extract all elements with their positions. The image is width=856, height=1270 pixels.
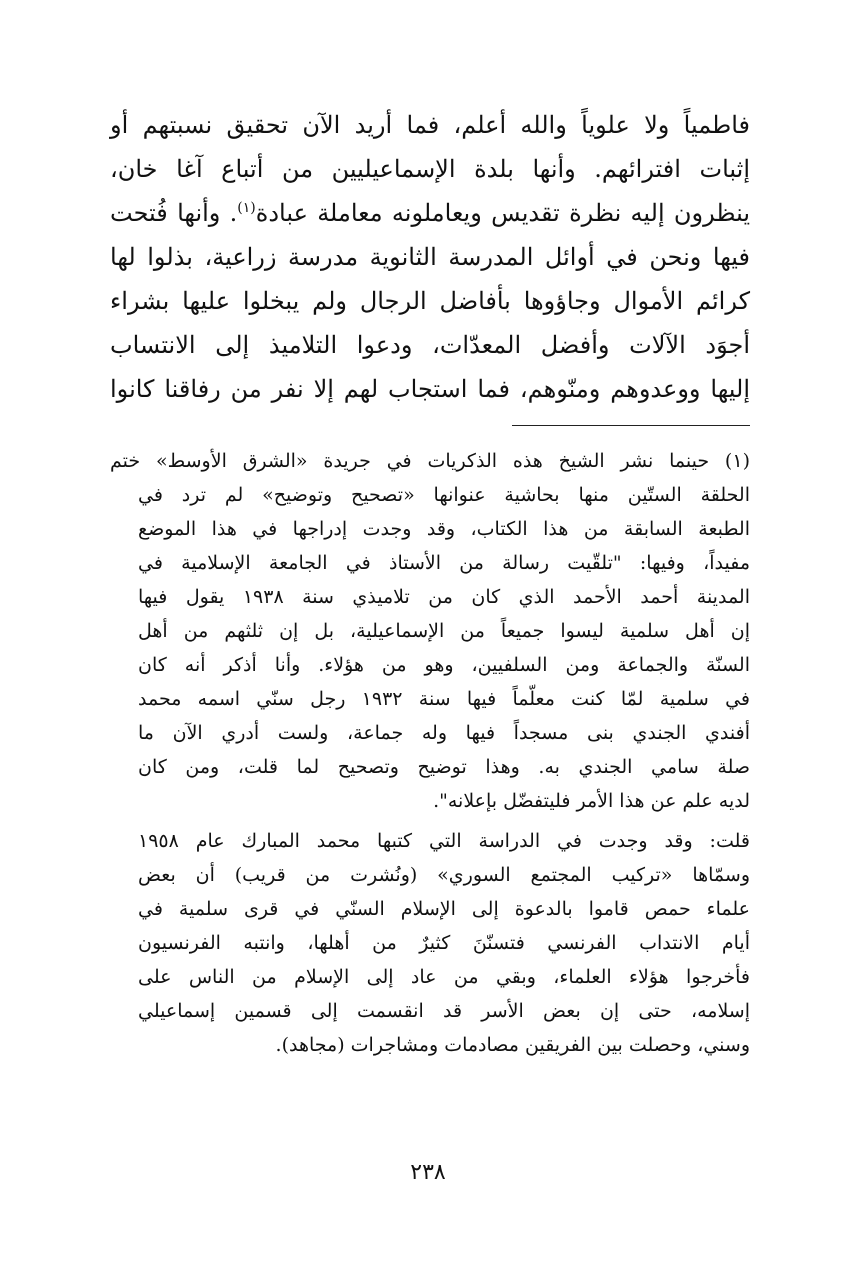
book-page — [110, 104, 751, 1056]
main-text-line: أجوَد الآلات وأفضل المعدّات، ودعوا التلاميذ إلى الانتساب — [110, 331, 750, 359]
footnote-line: إسلامه، حتى إن بعض الأسر قد انقسمت إلى قسمين إسماعيلي — [138, 1000, 750, 1022]
footnote-line: إن أهل سلمية ليسوا جميعاً من الإسماعيلية، بل إن ثلثهم من أهل — [138, 620, 750, 642]
footnote-line: فأخرجوا هؤلاء العلماء، وبقي من عاد إلى الإسلام من الناس على — [138, 966, 750, 988]
footnote-line: قلت: وقد وجدت في الدراسة التي كتبها محمد المبارك عام ١٩٥٨ — [138, 830, 750, 852]
footnote-line: أفندي الجندي بنى مسجداً فيها وله جماعة، ولست أدري الآن ما — [138, 722, 750, 744]
footnote-separator — [512, 425, 750, 426]
footnote-line: الحلقة الستّين منها بحاشية عنوانها «تصحيح وتوضيح» لم ترد في — [138, 484, 750, 506]
footnote-line: السنّة والجماعة ومن السلفيين، وهو من هؤلاء. وأنا أذكر أنه كان — [138, 654, 750, 676]
main-text-line-start: ينظرون إليه نظرة تقديس ويعاملونه معاملة عبادة — [255, 199, 750, 227]
footnote-line: المدينة أحمد الأحمد الذي كان من تلاميذي سنة ١٩٣٨ يقول فيها — [138, 586, 750, 608]
main-text-line: إليها ووعدوهم ومنّوهم، فما استجاب لهم إلا نفر من رفاقنا كانوا — [110, 375, 750, 403]
footnote-reference[interactable]: (١) — [237, 200, 256, 216]
main-text-line: فاطمياً ولا علوياً والله أعلم، فما أريد الآن تحقيق نسبتهم أو — [110, 111, 750, 139]
main-text-line: فيها ونحن في أوائل المدرسة الثانوية مدرسة زراعية، بذلوا لها — [110, 243, 750, 271]
footnote-line: الطبعة السابقة من هذا الكتاب، وقد وجدت إدراجها في هذا الموضع — [138, 518, 750, 540]
main-text-block — [110, 104, 750, 409]
footnote-line: (١) حينما نشر الشيخ هذه الذكريات في جريدة «الشرق الأوسط» ختم — [110, 450, 750, 472]
footnote-line: في سلمية لمّا كنت معلّماً فيها سنة ١٩٣٢ رجل سنّي اسمه محمد — [138, 688, 751, 710]
main-text-line-end: . وأنها فُتحت — [110, 199, 238, 227]
footnote-line: أيام الانتداب الفرنسي فتسنّنَ كثيرٌ من أهلها، وانتبه الفرنسيون — [138, 932, 750, 954]
footnote-line: وسمّاها «تركيب المجتمع السوري» (ونُشرت من قريب) أن بعض — [138, 864, 750, 886]
footnote-line: وسني، وحصلت بين الفريقين مصادمات ومشاجرات (مجاهد). — [275, 1034, 750, 1056]
main-text-line: كرائم الأموال وجاؤوها بأفاضل الرجال ولم يبخلوا عليها بشراء — [110, 287, 750, 315]
footnote-line: علماء حمص قاموا بالدعوة إلى الإسلام السنّي في قرى سلمية في — [138, 898, 750, 920]
page-number: ٢٣٨ — [410, 1160, 446, 1185]
footnote-line: لديه علم عن هذا الأمر فليتفضّل بإعلانه". — [433, 790, 750, 812]
footnote-line: صلة سامي الجندي به. وهذا توضيح وتصحيح لما قلت، ومن كان — [138, 756, 750, 778]
main-text-line: إثبات افترائهم. وأنها بلدة الإسماعيليين من أتباع آغا خان، — [110, 155, 750, 183]
footnote-line: مفيداً، وفيها: "تلقّيت رسالة من الأستاذ في الجامعة الإسلامية في — [138, 552, 750, 574]
main-text-line — [110, 192, 750, 234]
